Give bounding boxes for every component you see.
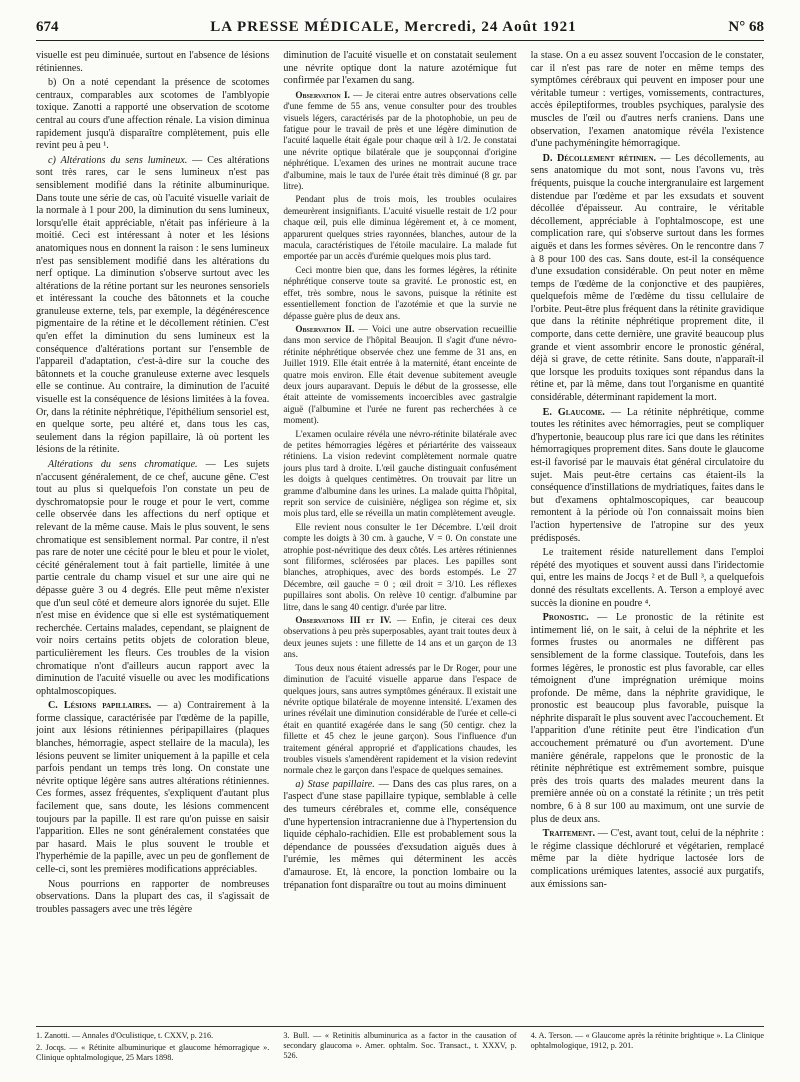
paragraph-text: — C'est, avant tout, celui de la néphrite : le régime classique déchloruré et végétarien, remplacé même par la diète hydrique lactosée lors de complications urémiques latentes, associé aux purgatifs, aux émissions san- <box>530 828 764 890</box>
footnotes-column-1 <box>36 1031 269 1075</box>
observation: Pendant plus de trois mois, les troubles oculaires demeurèrent insignifiants. L'acuité visuelle restait de 1/2 pour chaque œil, puis elle diminua légèrement et, à ce moment, apparurent quelques stries rayonnées, blanches, autour de la macula, caractéristiques de l'étoile maculaire. La malade fut emportée par un accès d'urémie quelques mois plus tard. <box>283 194 517 262</box>
footnote: 3. Bull. — « Retinitis albuminurica as a factor in the causation of secondary glaucoma ». Amer. ophtalm. Soc. Transact., t. XXXV, p. 526. <box>283 1031 517 1060</box>
observation <box>283 615 516 661</box>
observation: L'examen oculaire révéla une névro-rétinite bilatérale avec de petites hémorragies légères et périartérite des vaisseaux rétiniens. La vision redevint complètement normale quatre jours plus tard à droite. L'œil gauche distinguait confusément les doigts à quelques centimètres. On trouvait par litre un gramme d'albumine dans les urines. La malade quitta l'hôpital, reprit son service de cuisinière, négligea son régime et, six mois plus tard, elle se réveilla un matin complètement aveugle. <box>283 428 517 519</box>
paragraph-text: — Les décollements, au sens anatomique du mot sont, nous l'avons vu, très fréquents, puisque la couche intergranulaire est largement distendue par l'œdème et par les exsudats et souvent décollée d'épaisseur. Au contraire, le véritable décollement, appréciable à l'ophtalmoscope, est une complication rare, qui s'observe surtout dans les formes aiguës et dans les formes sévères. On le rencontre dans 7 à 8 pour 100 des cas. Sans doute, est-il la conséquence d'une exsudation considérable. On peut noter en même temps de l'œdème de la conjonctive et des paupières, quelquefois même de l'œdème du tissu cellulaire de l'orbite. Peut-être plus fréquent dans la rétinite gravidique que dans la rétinite néphrétique proprement dite, il comporte, dans cette dernière, une gravité beaucoup plus grande et vient assombrir encore le pronostic général, déjà si grave, de cette rétinite. Sans doute, n'apparaît-il que lorsque les produits toxiques sont répandus dans la rétine et, par là même, dans tout l'organisme en quantité considérable, déterminant rapidement la mort. <box>530 152 764 404</box>
journal-title: LA PRESSE MÉDICALE, Mercredi, 24 Août 1921 <box>210 18 577 35</box>
paragraph: Nous pourrions en rapporter de nombreuses observations. Dans la plupart des cas, il s'agissait de troubles passagers avec une très légère <box>36 878 270 915</box>
observation-heading: Observation I. <box>295 89 350 100</box>
article-columns <box>36 50 764 1018</box>
paragraph-text: — Les sujets n'accusent généralement, de ce chef, aucune gêne. C'est tout au plus si quelquefois l'on constate un peu de dyschromatopsie pour le rouge et pour le vert, comme celle observée dans les affections du nerf optique et relevant de la même cause. Mais le plus souvent, le sens chromatique est sensiblement normal. Par contre, il n'est pas rare de noter une cécité pour le bleu et pour le violet, cécité généralement tout à fait partielle, limitée à une partie centrale du champ visuel et sur une aire qui ne dépasse guère 3 ou 4 degrés. Elle peut même n'exister que d'un seul côté et demeure alors ignorée du sujet. Elle n'est mise en évidence que si elle est systématiquement recherchée. Certains malades, cependant, se plaignent de voir noirs certains petits objets de coloration bleue, particulièrement les fleurs. Ces troubles de la vision chromatique n'ont d'ailleurs aucun rapport avec la diminution de l'acuité visuelle ou avec les modifications ophtalmoscopiques. <box>36 459 270 697</box>
page-header <box>36 14 764 41</box>
paragraph-text: — La rétinite néphrétique, comme toutes les rétinites avec hémorragies, peut se compliquer d'hypertonie, beaucoup plus rare ici que dans les rétinites hémorragiques proprement dites. Sans doute le glaucome est-il favorisé par le mauvais état général circulatoire du sujet. Mais peut-être certains cas étaient-ils la conséquence d'instillations de mydriatiques, faites dans le but d'examens ophtalmoscopiques, car beaucoup remontent à la période où l'on connaissait moins bien l'action hypertensive de l'atropine sur des yeux prédisposés. <box>530 406 764 544</box>
observation-text: — Je citerai entre autres observations celle d'une femme de 55 ans, venue consulter pour des troubles visuels légers, caractérisés par de la photophobie, un peu de fatigue pour le travail de près et une légère diminution de l'acuité laquelle était égale pour chaque œil à 1/2. Je constatai une névrite optique bilatérale que je soupçonnai d'origine néphrétique. L'examen des urines ne montrait aucune trace d'albumine, mais le taux de l'urée était très diminué (8 gr. par litre). <box>283 89 517 192</box>
observation <box>283 324 516 427</box>
paragraph <box>531 407 764 546</box>
observation: Elle revient nous consulter le 1er Décembre. L'œil droit compte les doigts à 30 cm. à gauche, V = 0. On constate une atrophie post-névritique des deux côtés. Les artères rétiniennes sont filiformes, sclérosées par places. Les papilles sont blanches, atrophiques, avec des bords estompés. Le 27 Décembre, œil gauche = 0 ; œil droit = 3/10. Les réflexes pupillaires sont abolis. On relève 10 centigr. d'albumine par litre, dans le sang 40 centigr. d'urée par litre. <box>283 521 517 612</box>
paragraph <box>531 828 764 891</box>
issue-number: N° 68 <box>728 18 764 35</box>
footnote: 2. Jocqs. — « Rétinite albuminurique et glaucome hémorragique ». Clinique ophtalmologique, 25 Mars 1898. <box>36 1043 270 1062</box>
observation-heading: Observations III et IV. <box>295 615 392 626</box>
paragraph <box>531 612 764 826</box>
section-heading: C. Lésions papillaires. <box>48 700 152 712</box>
paragraph <box>531 153 764 405</box>
column-3 <box>531 50 764 1018</box>
paragraph <box>283 779 516 892</box>
column-2 <box>283 50 516 1018</box>
observation: Tous deux nous étaient adressés par le Dr Roger, pour une diminution de l'acuité visuelle apparue dans l'espace de quelques jours, sans autres symptômes généraux. Il existait une névrite optique bilatérale de moyenne intensité. L'examen des urines révélait une diminution considérable de l'urée et celle-ci était en quantité exagérée dans le sang (50 centigr. chez la fillette et 45 chez le jeune garçon). Sous l'influence d'un traitement général approprié et d'applications chaudes, les troubles visuels s'amendèrent rapidement et la vision redevint normale chez le garçon dans l'espace de quelques semaines. <box>283 662 517 776</box>
footnote: 1. Zanotti. — Annales d'Oculistique, t. CXXV, p. 216. <box>36 1031 214 1040</box>
paragraph: visuelle est peu diminuée, surtout en l'absence de lésions rétiniennes. <box>36 50 270 74</box>
paragraph: la stase. On a eu assez souvent l'occasion de le constater, car il n'est pas rare de noter en même temps des symptômes cérébraux qui peuvent en imposer pour une véritable tumeur : vertiges, vomissements, contractures, accès épileptiformes, troubles psychiques, paralysie des muscles de l'œil ou d'autres nerfs craniens. Dans une observation, l'examen anatomique révéla l'existence d'une pachyméningite hémorragique. <box>530 50 764 150</box>
section-heading: Altérations du sens chromatique. <box>48 459 198 470</box>
observation-text: — Voici une autre observation recueillie dans mon service de l'hôpital Beaujon. Il s'agit d'une névro-rétinite néphrétique observée chez une femme de 31 ans, en Juillet 1919. Elle était entrée à la maternité, étant enceinte de quatre mois environ. Elle était devenue subitement aveugle deux jours auparavant. Depuis le début de la grossesse, elle était atteinte de vomissements incoercibles avec gastralgie aiguë (l'albumine et l'urée ne furent pas recherchées à ce moment). <box>283 323 517 426</box>
paragraph: b) On a noté cependant la présence de scotomes centraux, comparables aux scotomes de l'amblyopie toxique. Zanotti a rapporté une observation de scotome central au cours d'une affection rénale. La vision diminua rapidement jusqu'à disparaître complètement, puis elle revint peu à peu ¹. <box>36 77 270 152</box>
paragraph <box>36 700 269 876</box>
section-heading: a) Stase papillaire. <box>295 778 375 790</box>
footnotes-column-2 <box>283 1031 516 1075</box>
paragraph-text: — Le pronostic de la rétinite est intimement lié, on le sait, à celui de la néphrite et les formes frustes ou anormales ne diffèrent pas sensiblement de la forme classique. Toutefois, dans les formes légères, le pronostic est plus favorable, car elles témoignent d'une imprégnation urémique moins profonde. De même, dans la néphrite gravidique, le pronostic est beaucoup plus favorable, puisque la néphrite disparaît le plus souvent avec l'accouchement. Et l'apparition d'une rétinite peut être l'indication d'un accouchement prématuré ou d'un avortement. D'une manière générale, rappelons que le pronostic de la rétinite néphrétique est extrêmement sombre, puisque près des trois quarts des malades meurent dans la première année où on a constaté la rétinite ; un très petit nombre, 6 à 8 sur 100 au maximum, ont une survie de plus de deux ans. <box>530 612 764 825</box>
paragraph <box>36 459 269 698</box>
footnote: 4. A. Terson. — « Glaucome après la rétinite brightique ». La Clinique ophtalmologique, 1912, p. 201. <box>530 1031 764 1050</box>
column-1 <box>36 50 269 1018</box>
section-heading: E. Glaucome. <box>542 406 605 418</box>
section-heading: Traitement. <box>542 828 596 840</box>
page-number: 674 <box>36 18 59 35</box>
observation: Ceci montre bien que, dans les formes légères, la rétinite néphrétique conserve toute sa gravité. Le pronostic est, en effet, très sombre, nous le savons, puisque la rétinite est essentiellement fonction de l'azotémie et que la survie ne dépasse guère plus de deux ans. <box>283 264 517 321</box>
observation-text: — Enfin, je citerai ces deux observations à peu près superposables, ayant trait toutes deux à deux jeunes sujets : une fillette de 14 ans et un garçon de 13 ans. <box>283 615 517 660</box>
section-heading: Pronostic. <box>542 612 589 624</box>
paragraph <box>36 155 269 457</box>
observation-heading: Observation II. <box>295 323 355 334</box>
observation <box>283 90 516 193</box>
paragraph: Le traitement réside naturellement dans l'emploi répété des myotiques et souvent aussi dans l'iridectomie qui, entre les mains de Jocqs ² et de Bull ³, a quelquefois donné des résultats excellents. A. Terson a employé avec succès la dionine en poudre ⁴. <box>530 547 764 609</box>
section-heading: c) Altérations du sens lumineux. <box>48 154 188 166</box>
paragraph-text: — Ces altérations sont très rares, car le sens lumineux n'est pas sensiblement modifié dans la rétinite albuminurique. Dans toute une série de cas, où l'acuité visuelle variait de la normale à 1 pour 200, la diminution du sens lumineux, lorsqu'elle était appréciable, n'était pas inférieure à la moitié. Ceci est intéressant à noter et les lésions anatomiques nous en donnent la raison : le sens lumineux n'est pas sensiblement modifié dans les altérations du nerf optique. La diminution s'observe surtout avec les altérations de la rétine portant sur les neurones sensoriels et intéressant la couche des bâtonnets et la couche granuleuse externe, tels, par exemple, la dégénérescence pigmentaire de la rétine et le décollement rétinien. C'est qu'en effet la diminution du sens lumineux est la conséquence d'altérations portant sur l'ensemble de l'appareil d'adaptation, c'est-à-dire sur la couche des bâtonnets et la couche granuleuse externe avec lesquels elle se continue. Au contraire, la diminution de l'acuité visuelle est la conséquence de lésions limitées à la fovea. Or, dans la rétinite néphrétique, l'épithélium sensoriel est, en quelque sorte, peu altéré et, dans tous les cas, seulement dans la région papillaire, là où portent les lésions de la rétinite. <box>36 154 270 456</box>
footnotes-column-3 <box>531 1031 764 1075</box>
paragraph: diminution de l'acuité visuelle et on constatait seulement une névrite optique dont la nature azotémique fut confirmée par l'examen du sang. <box>283 50 517 87</box>
section-heading: D. Décollement rétinien. <box>542 152 657 164</box>
footnotes <box>36 1026 764 1075</box>
paragraph-text: — a) Contrairement à la forme classique, caractérisée par l'œdème de la papille, joint aux lésions rétiniennes péripapillaires (plaques blanches, hémorragie, aspect stellaire de la macula), les lésions peuvent se limiter uniquement à la papille et cela parfois pendant un temps très long. On constate une névrite optique légère sans autres altérations rétiniennes. Ces formes, assez fréquentes, s'expliquent d'autant plus facilement que, sans doute, les lésions commencent toujours par la papille. Il est rare qu'on puisse en saisir l'apparition. Elles ne sont généralement constatées que par hasard. Mais le plus souvent le trouble et l'hyperhémie de la papille, avec un peu de gonflement de celle-ci, sont les premières modifications appréciables. <box>36 700 270 875</box>
paragraph-text: — Dans des cas plus rares, on a l'aspect d'une stase papillaire typique, semblable à celle des tumeurs cérébrales et, comme elle, conséquence d'une hypertension intracranienne due à l'hypertension du liquide céphalo-rachidien. Elle est probablement sous la dépendance de poussées d'exsudation aiguës dues à l'urémie, les mêmes qui déterminent les accès d'amaurose. Et, là encore, la ponction lombaire ou la trépanation font disparaître ou tout au moins diminuent <box>283 778 517 891</box>
